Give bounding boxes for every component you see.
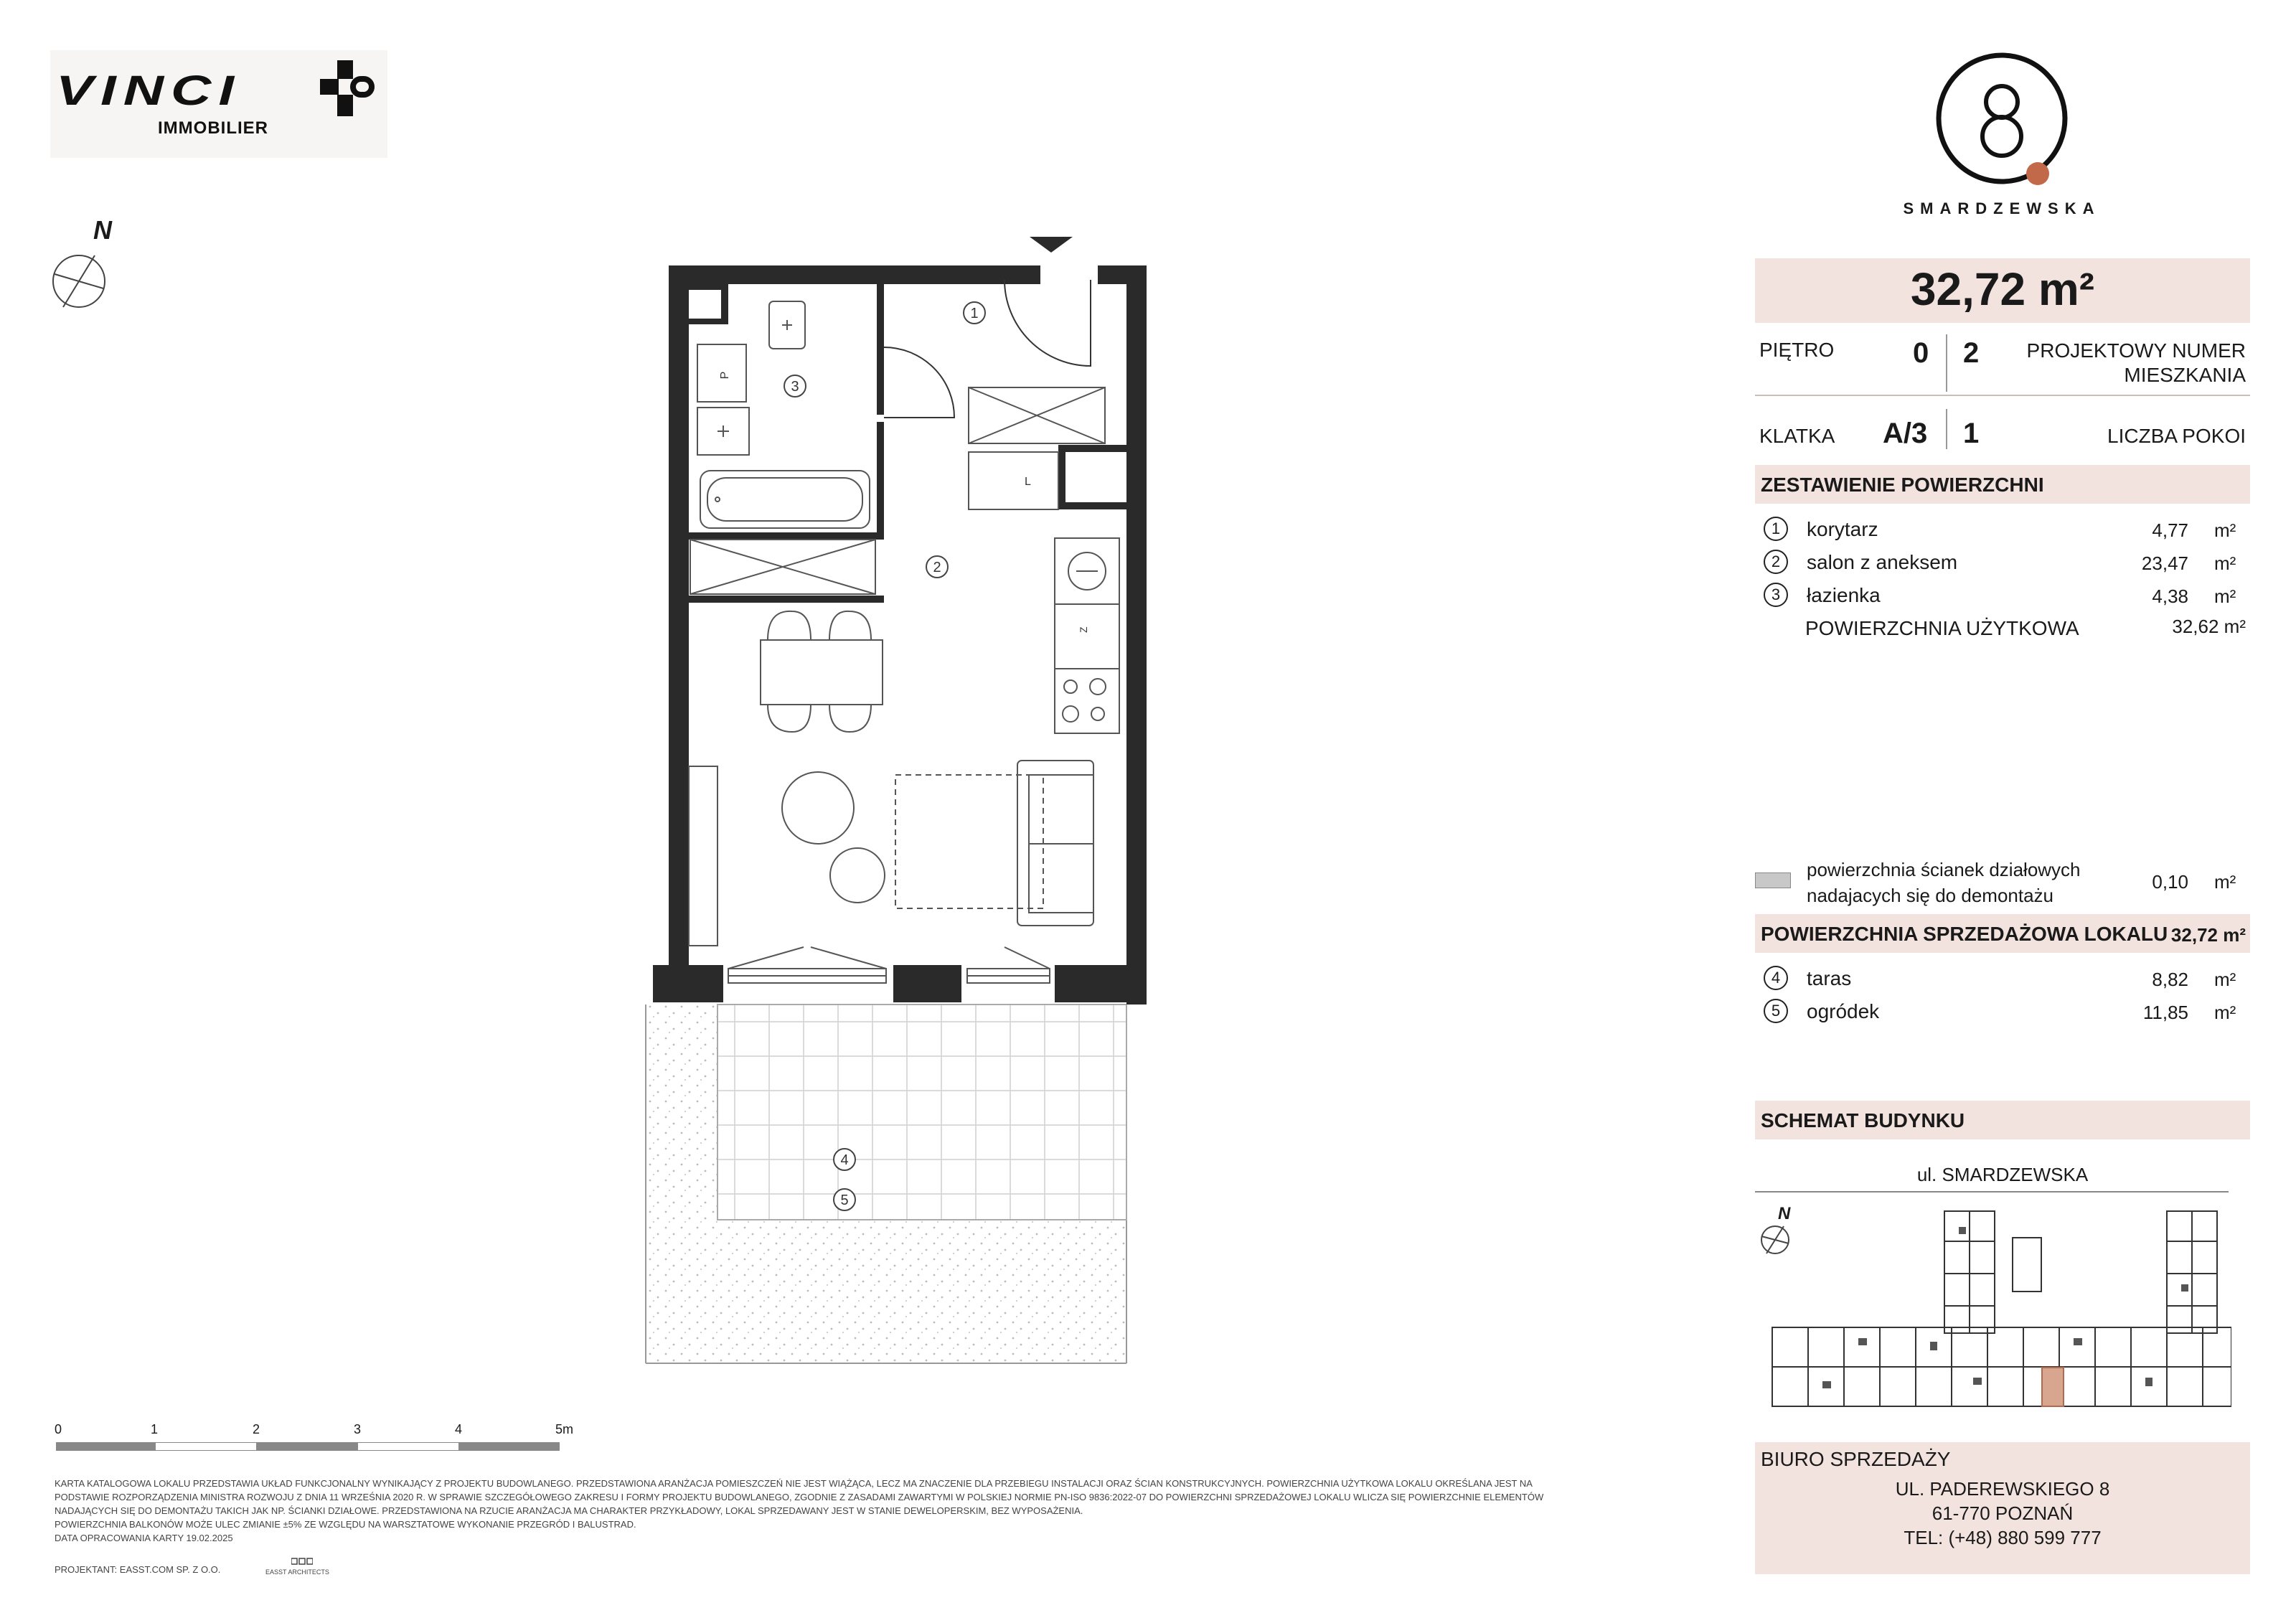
dining-set xyxy=(761,611,883,732)
area-row-1-unit: m² xyxy=(2214,519,2236,541)
outdoor-row-5-unit: m² xyxy=(2214,1002,2236,1023)
outdoor-row-5-name: ogródek xyxy=(1807,1000,1880,1022)
scale-tick-3: 3 xyxy=(354,1422,362,1436)
fridge-label: L xyxy=(1025,476,1031,488)
removable-walls-value: 0,10 xyxy=(2152,871,2188,893)
rooms-count-label: LICZBA POKOI xyxy=(2107,425,2246,447)
apartment-highlight xyxy=(2042,1368,2064,1406)
kitchen-fixtures xyxy=(969,452,1119,733)
area-row-1-name: korytarz xyxy=(1807,518,1878,540)
area-row-2-unit: m² xyxy=(2214,552,2236,574)
area-row-3-unit: m² xyxy=(2214,585,2236,607)
living-furniture xyxy=(689,761,1093,946)
scale-tick-4: 4 xyxy=(455,1422,463,1436)
sale-area-label: POWIERZCHNIA SPRZEDAŻOWA LOKALU xyxy=(1761,923,2168,945)
floor-plan xyxy=(631,230,1177,1378)
area-row-1-number: 1 xyxy=(1764,517,1788,541)
compass xyxy=(50,215,129,316)
project-name: SMARDZEWSKA xyxy=(1903,199,2101,217)
sale-area-value: 32,72 m² xyxy=(2170,924,2246,946)
stair-label: KLATKA xyxy=(1759,425,1835,447)
disclaimer-line-2: PODSTAWIE ROZPORZĄDZENIA MINISTRA ROZWOJU Z DNIA 11 WRZEŚNIA 2020 R. W SPRAWIE SZCZEGÓŁOWEGO ZAKRESU I FORMY PROJEKTU BUDOWLANEGO, ZGODNIE Z ZASADAMI ZAWARTYMI W POLSKIEJ NORMIE PN-ISO 9836:2022-07 DO POWIERZCHNI SPRZEDAŻOWEJ LOKALU WLICZA SIĘ POWIERZCHNIE ELEMENTÓW xyxy=(55,1492,1544,1502)
vinci-logo-text: VINCI xyxy=(56,66,242,114)
apartment-number-label xyxy=(2009,339,2246,387)
vinci-logo-subtext: IMMOBILIER xyxy=(158,118,268,138)
entrance-marker xyxy=(1030,237,1073,253)
disclaimer-line-4: POWIERZCHNIA BALKONÓW MOŻE ULEC ZMIANIE ±5% ZE WZGLĘDU NA WARSZTATOWE WYKONANIE PRZEGRÓD I BALUSTRAD. xyxy=(55,1519,636,1530)
outdoor-row-4-name: taras xyxy=(1807,967,1852,989)
removable-walls-label xyxy=(1807,857,2081,908)
area-row-2-value: 23,47 xyxy=(2141,552,2188,574)
schema-street: ul. SMARDZEWSKA xyxy=(1916,1164,2089,1185)
stair-value: A/3 xyxy=(1883,418,1928,449)
easst-logo-text: EASST ARCHITECTS xyxy=(265,1568,329,1576)
area-row-2-name: salon z aneksem xyxy=(1807,551,1958,573)
apartment-number-label-line-2: MIESZKANIA xyxy=(2124,364,2246,386)
sales-office-phone: TEL: (+48) 880 599 777 xyxy=(1904,1527,2102,1548)
disclaimer xyxy=(55,1477,1733,1545)
washing-machine-label: P xyxy=(719,371,731,380)
sales-office-address-1: UL. PADEREWSKIEGO 8 xyxy=(1895,1478,2110,1500)
removable-walls-swatch xyxy=(1755,872,1791,888)
usable-area-value: 32,62 m² xyxy=(2172,616,2246,637)
area-row-1-value: 4,77 xyxy=(2152,519,2188,541)
designer-text: PROJEKTANT: EASST.COM SP. Z O.O. xyxy=(55,1564,221,1575)
smardzewska-logo-icon xyxy=(1930,50,2074,194)
disclaimer-line-5: DATA OPRACOWANIA KARTY 19.02.2025 xyxy=(55,1533,233,1543)
floor-value: 0 xyxy=(1913,337,1929,369)
outdoor-row-4-value: 8,82 xyxy=(2152,969,2188,990)
removable-walls-label-line-1: powierzchnia ścianek działowych xyxy=(1807,859,2081,880)
usable-area-label: POWIERZCHNIA UŻYTKOWA xyxy=(1805,617,2079,639)
outdoor-row-4-unit: m² xyxy=(2214,969,2236,990)
outdoor-row-4-number: 4 xyxy=(1764,966,1788,990)
scale-bar xyxy=(55,1422,574,1465)
apartment-number-value: 2 xyxy=(1963,337,1980,369)
removable-walls-unit: m² xyxy=(2214,871,2236,893)
compass-north-label: N xyxy=(93,215,112,245)
outdoor-row-5-value: 11,85 xyxy=(2142,1002,2188,1023)
removable-walls-label-line-2: nadajacych się do demontażu xyxy=(1807,885,2054,906)
areas-header: ZESTAWIENIE POWIERZCHNI xyxy=(1761,474,2044,496)
easst-logo-icon xyxy=(291,1557,313,1567)
sales-office-address-2: 61-770 POZNAŃ xyxy=(1932,1502,2074,1524)
area-row-3-value: 4,38 xyxy=(2152,585,2188,607)
doors xyxy=(884,280,1091,418)
outdoor-row-5-number: 5 xyxy=(1764,999,1788,1023)
bathroom-fixtures xyxy=(697,301,870,528)
room-number-2: 2 xyxy=(933,560,941,575)
scale-tick-5: 5m xyxy=(555,1422,574,1436)
room-number-5: 5 xyxy=(840,1192,849,1208)
rooms-count-value: 1 xyxy=(1963,418,1980,449)
floor-label: PIĘTRO xyxy=(1759,339,1835,361)
sales-office-header: BIURO SPRZEDAŻY xyxy=(1761,1448,1951,1470)
room-number-4: 4 xyxy=(840,1152,849,1168)
area-row-3-name: łazienka xyxy=(1807,584,1881,606)
designer-logo xyxy=(255,1557,356,1579)
scale-tick-2: 2 xyxy=(253,1422,260,1436)
compass-rose-icon xyxy=(50,253,108,310)
schema-compass-label: N xyxy=(1778,1204,1791,1223)
area-row-3-number: 3 xyxy=(1764,583,1788,607)
vinci-logo xyxy=(50,50,387,158)
disclaimer-line-3: NADAJĄCYCH SIĘ DO DEMONTAŻU TAKICH JAK NP. ŚCIANKI DZIAŁOWE. PRZEDSTAWIONA NA RZUCIE ARANŻACJA MA CHARAKTER PRZYKŁADOWY, LOKAL SPRZEDAWANY JEST W STANIE DEWELOPERSKIM, BEZ WYPOSAŻENIA. xyxy=(55,1505,1083,1516)
scale-tick-0: 0 xyxy=(55,1422,62,1436)
total-area: 32,72 m² xyxy=(1910,263,2095,315)
vinci-plus-icon xyxy=(314,55,386,126)
dishwasher-label: Z xyxy=(1078,626,1089,633)
duct-boxes xyxy=(690,387,1105,594)
scale-tick-1: 1 xyxy=(151,1422,159,1436)
apartment-number-label-line-1: PROJEKTOWY NUMER xyxy=(2026,339,2246,362)
building-schema xyxy=(1758,1205,2231,1421)
windows xyxy=(728,947,1050,983)
room-number-1: 1 xyxy=(970,306,979,321)
disclaimer-line-1: KARTA KATALOGOWA LOKALU PRZEDSTAWIA UKŁAD FUNKCJONALNY WYNIKAJĄCY Z PROJEKTU BUDOWLANEGO. PRZEDSTAWIONA ARANŻACJA POMIESZCZEŃ NIE JEST WIĄŻĄCA, LECZ MA ZNACZENIE DLA PRZEBIEGU INSTALACJI ORAZ ŚCIAN KONSTRUKCYJNYCH. POWIERZCHNIA UŻYTKOWA LOKALU OKREŚLANA JEST NA xyxy=(55,1478,1533,1489)
room-number-3: 3 xyxy=(791,379,799,395)
terrace-area xyxy=(718,1005,1126,1220)
schema-header: SCHEMAT BUDYNKU xyxy=(1761,1109,1965,1132)
area-row-2-number: 2 xyxy=(1764,550,1788,574)
